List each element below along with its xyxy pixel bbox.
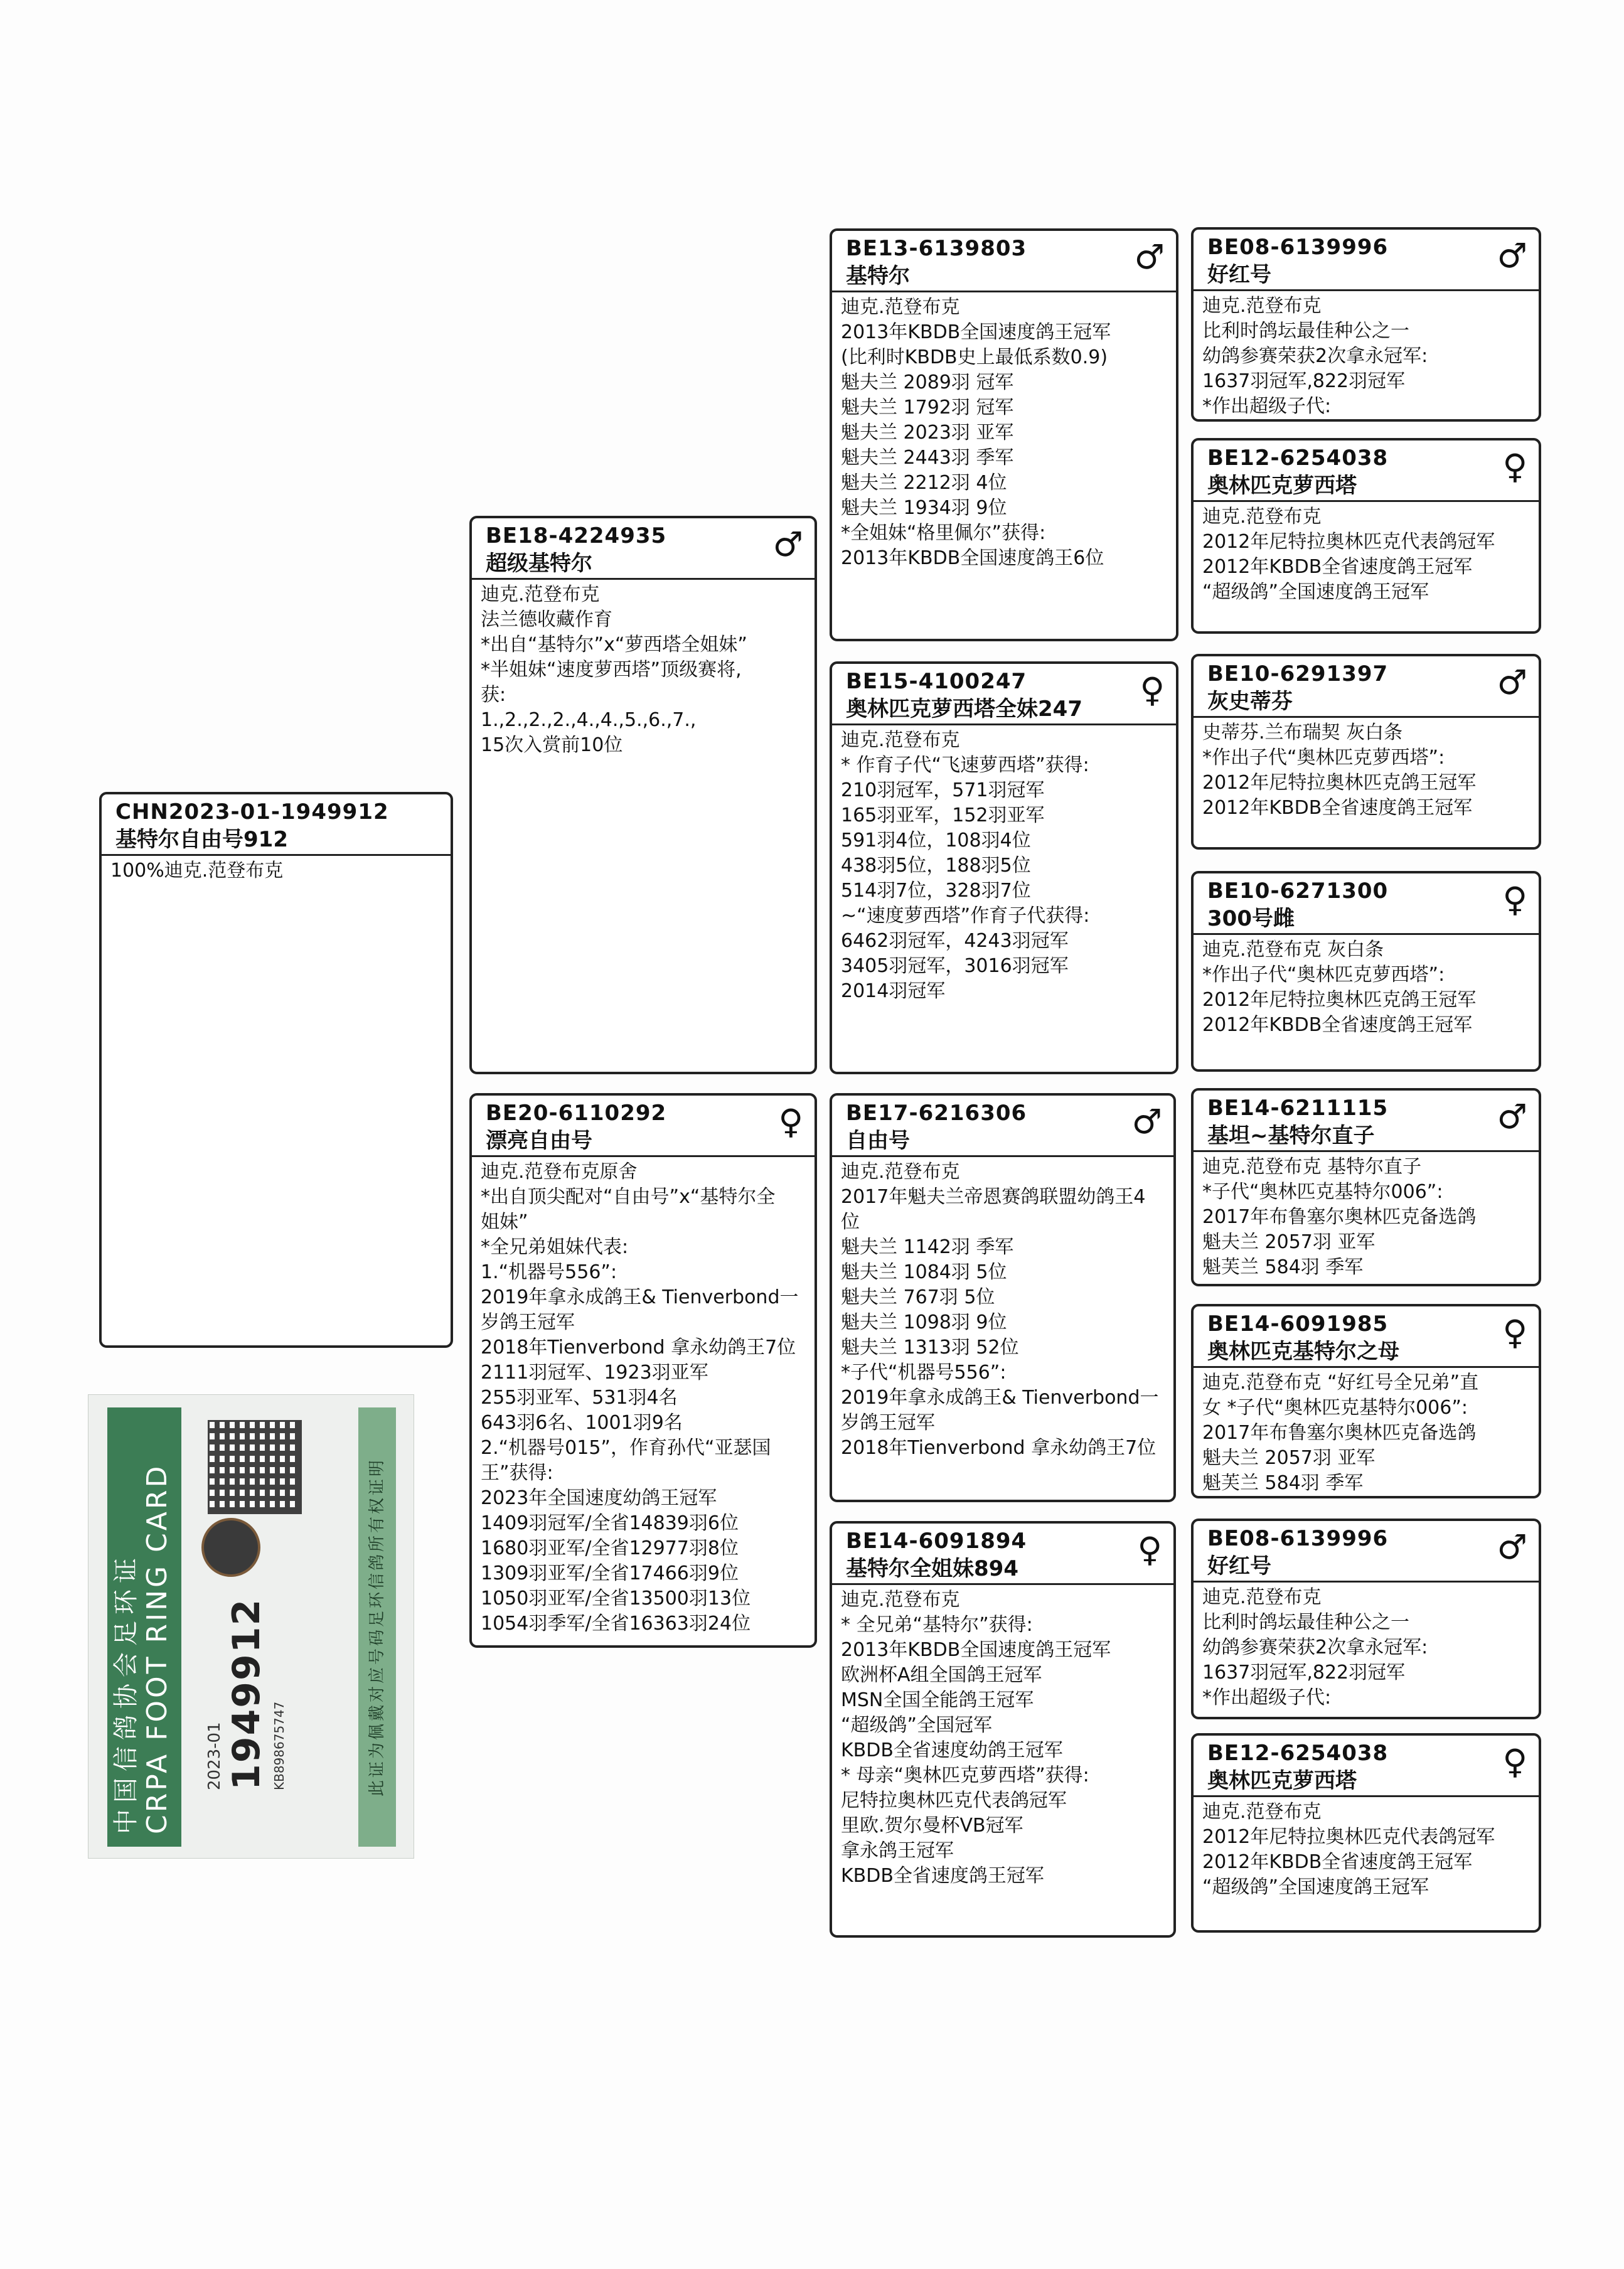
note-line: 2019年拿永成鸽王& Tienverbond一 bbox=[841, 1387, 1159, 1409]
note-line: * 全兄弟“基特尔”获得: bbox=[841, 1614, 1033, 1636]
foot-ring-card bbox=[88, 1394, 414, 1859]
note-line: 2012年KBDB全省速度鸽王冠军 bbox=[1202, 1014, 1473, 1036]
grandsire-paternal-card bbox=[830, 228, 1178, 641]
note-line: 2012年KBDB全省速度鸽王冠军 bbox=[1202, 556, 1473, 578]
note-line: 幼鸽参赛荣获2次拿永冠军: bbox=[1202, 345, 1428, 367]
pigeon-name: 超级基特尔 bbox=[486, 551, 592, 576]
female-symbol-icon: ♀ bbox=[1502, 1742, 1527, 1781]
card-header bbox=[1194, 440, 1539, 502]
note-line: 2019年拿永成鸽王& Tienverbond一 bbox=[481, 1286, 799, 1308]
note-line: MSN全国全能鸽王冠军 bbox=[841, 1689, 1034, 1711]
card-notes bbox=[832, 1585, 1173, 1889]
female-symbol-icon: ♀ bbox=[1502, 447, 1527, 486]
card-notes bbox=[1194, 502, 1539, 605]
ring-number: BE10-6291397 bbox=[1207, 661, 1389, 686]
note-line: 迪克.范登布克 “好红号全兄弟”直 bbox=[1202, 1372, 1479, 1394]
card-notes bbox=[1194, 1368, 1539, 1496]
note-line: 魁夫兰 2212羽 4位 bbox=[841, 472, 1007, 494]
card-header bbox=[1194, 1091, 1539, 1152]
great-grandparent-card bbox=[1191, 871, 1541, 1072]
card-notes bbox=[1194, 935, 1539, 1038]
note-line: 里欧.贺尔曼杯VB冠军 bbox=[841, 1815, 1023, 1837]
note-line: 迪克.范登布克 bbox=[481, 584, 600, 606]
note-line: 迪克.范登布克 bbox=[1202, 295, 1322, 317]
note-line: *子代“机器号556”: bbox=[841, 1362, 1007, 1384]
note-line: *作出超级子代: bbox=[1202, 395, 1332, 417]
ring-number: BE14-6091985 bbox=[1207, 1311, 1389, 1337]
note-line: 438羽5位，188羽5位 bbox=[841, 855, 1031, 877]
note-line: 法兰德收藏作育 bbox=[481, 609, 612, 631]
male-symbol-icon: ♂ bbox=[1497, 1527, 1527, 1567]
note-line: 迪克.范登布克 bbox=[841, 1589, 960, 1611]
note-line: 迪克.范登布克 bbox=[841, 1161, 960, 1183]
male-symbol-icon: ♂ bbox=[1131, 1102, 1162, 1141]
card-notes bbox=[1194, 291, 1539, 419]
ring-number: BE08-6139996 bbox=[1207, 235, 1389, 260]
pigeon-name: 好红号 bbox=[1207, 262, 1271, 287]
note-line: 255羽亚军、531羽4名 bbox=[481, 1387, 678, 1409]
note-line: *子代“奥林匹克基特尔006”: bbox=[1202, 1181, 1443, 1203]
pigeon-name: 好红号 bbox=[1207, 1554, 1271, 1579]
pigeon-name: 漂亮自由号 bbox=[486, 1128, 592, 1153]
note-line: 幼鸽参赛荣获2次拿永冠军: bbox=[1202, 1636, 1428, 1658]
ring-number: BE10-6271300 bbox=[1207, 878, 1389, 904]
note-line: 2014羽冠军 bbox=[841, 980, 946, 1002]
pigeon-name: 奥林匹克萝西塔全妹247 bbox=[846, 697, 1082, 722]
female-symbol-icon: ♀ bbox=[1137, 1530, 1162, 1569]
note-line: 643羽6名、1001羽9名 bbox=[481, 1412, 683, 1434]
note-line: 魁夫兰 1142羽 季军 bbox=[841, 1236, 1014, 1258]
ring-number: CHN2023-01-1949912 bbox=[115, 799, 389, 825]
great-grandparent-card bbox=[1191, 1304, 1541, 1498]
subject-header bbox=[102, 794, 451, 856]
note-line: * 作育子代“飞速萝西塔”获得: bbox=[841, 754, 1089, 776]
dam-notes bbox=[472, 1157, 815, 1636]
male-symbol-icon: ♂ bbox=[1497, 236, 1527, 275]
pigeon-name: 基坦~基特尔直子 bbox=[1207, 1123, 1375, 1148]
note-line: ~“速度萝西塔”作育子代获得: bbox=[841, 905, 1090, 927]
card-header bbox=[1194, 873, 1539, 935]
note-line: 3405羽冠军，3016羽冠军 bbox=[841, 955, 1069, 977]
note-line: 尼特拉奥林匹克代表鸽冠军 bbox=[841, 1790, 1067, 1812]
note-line: 魁芙兰 584羽 季军 bbox=[1202, 1472, 1364, 1494]
note-line: 魁夫兰 2057羽 亚军 bbox=[1202, 1447, 1376, 1469]
ring-number: BE17-6216306 bbox=[846, 1101, 1027, 1126]
card-notes bbox=[832, 1157, 1173, 1461]
note-line: 拿永鸽王冠军 bbox=[841, 1840, 954, 1862]
note-line: 6462羽冠军，4243羽冠军 bbox=[841, 930, 1069, 952]
note-line: *作出超级子代: bbox=[1202, 1687, 1332, 1709]
card-notes bbox=[1194, 1797, 1539, 1900]
pigeon-name: 基特尔 bbox=[846, 264, 910, 289]
note-line: 魁夫兰 2089羽 冠军 bbox=[841, 371, 1014, 393]
note-line: 1050羽亚军/全省13500羽13位 bbox=[481, 1588, 751, 1610]
ring-number: BE20-6110292 bbox=[486, 1101, 667, 1126]
pigeon-name: 基特尔自由号912 bbox=[115, 827, 288, 852]
female-symbol-icon: ♀ bbox=[1502, 1313, 1527, 1352]
note-line: “超级鸽”全国速度鸽王冠军 bbox=[1202, 581, 1429, 603]
note-line: 591羽4位，108羽4位 bbox=[841, 830, 1031, 852]
card-header bbox=[832, 231, 1176, 292]
grandsire-maternal-card bbox=[830, 1093, 1176, 1502]
note-line: 100%迪克.范登布克 bbox=[110, 860, 284, 882]
note-line: 迪克.范登布克 bbox=[841, 729, 960, 751]
ring-number: BE14-6091894 bbox=[846, 1529, 1027, 1554]
note-line: 魁夫兰 1313羽 52位 bbox=[841, 1337, 1019, 1359]
note-line: *半姐妹“速度萝西塔”顶级赛将, bbox=[481, 659, 742, 681]
note-line: 女 *子代“奥林匹克基特尔006”: bbox=[1202, 1397, 1468, 1419]
ring-card-number: 1949912 bbox=[225, 1598, 269, 1790]
note-line: (比利时KBDB史上最低系数0.9) bbox=[841, 346, 1108, 368]
male-symbol-icon: ♂ bbox=[1134, 237, 1165, 277]
ring-card-prefix: 2023-01 bbox=[205, 1722, 224, 1790]
note-line: 1.,2.,2.,2.,4.,4.,5.,6.,7., bbox=[481, 709, 697, 731]
note-line: 魁夫兰 2443羽 季军 bbox=[841, 447, 1014, 469]
great-grandparent-card bbox=[1191, 1733, 1541, 1933]
note-line: 欧洲杯A组全国鸽王冠军 bbox=[841, 1664, 1042, 1686]
note-line: 1.“机器号556”: bbox=[481, 1261, 617, 1283]
ring-number: BE18-4224935 bbox=[486, 523, 667, 548]
sire-card bbox=[469, 516, 817, 1074]
note-line: 15次入赏前10位 bbox=[481, 734, 623, 756]
note-line: 2013年KBDB全国速度鸽王6位 bbox=[841, 547, 1104, 569]
note-line: 姐妹” bbox=[481, 1211, 528, 1233]
card-header bbox=[1194, 1306, 1539, 1368]
card-notes bbox=[832, 292, 1176, 571]
note-line: 210羽冠军，571羽冠军 bbox=[841, 779, 1045, 801]
note-line: 2012年KBDB全省速度鸽王冠军 bbox=[1202, 1851, 1473, 1873]
pigeon-name: 奥林匹克基特尔之母 bbox=[1207, 1339, 1399, 1364]
note-line: 魁夫兰 1934羽 9位 bbox=[841, 497, 1007, 519]
note-line: 1054羽季军/全省16363羽24位 bbox=[481, 1613, 751, 1635]
note-line: 2017年魁夫兰帝恩赛鸽联盟幼鸽王4 bbox=[841, 1186, 1146, 1208]
note-line: “超级鸽”全国速度鸽王冠军 bbox=[1202, 1876, 1429, 1898]
note-line: *出自顶尖配对“自由号”x“基特尔全 bbox=[481, 1186, 776, 1208]
note-line: 514羽7位，328羽7位 bbox=[841, 880, 1031, 902]
note-line: 迪克.范登布克原舍 bbox=[481, 1161, 638, 1183]
qr-code-icon bbox=[208, 1420, 302, 1514]
card-header bbox=[832, 1524, 1173, 1585]
card-header bbox=[1194, 1736, 1539, 1797]
ring-number: BE13-6139803 bbox=[846, 236, 1027, 261]
note-line: 2012年尼特拉奥林匹克代表鸽冠军 bbox=[1202, 1826, 1495, 1848]
note-line: 岁鸽王冠军 bbox=[841, 1412, 935, 1434]
note-line: 史蒂芬.兰布瑞契 灰白条 bbox=[1202, 722, 1403, 744]
note-line: 2023年全国速度幼鸽王冠军 bbox=[481, 1487, 717, 1509]
note-line: 魁夫兰 767羽 5位 bbox=[841, 1286, 995, 1308]
note-line: 迪克.范登布克 bbox=[1202, 506, 1322, 528]
note-line: 魁夫兰 1792羽 冠军 bbox=[841, 397, 1014, 419]
note-line: *作出子代“奥林匹克萝西塔”: bbox=[1202, 747, 1445, 769]
note-line: 迪克.范登布克 灰白条 bbox=[1202, 939, 1384, 961]
pigeon-name: 自由号 bbox=[846, 1128, 910, 1153]
ring-number: BE15-4100247 bbox=[846, 669, 1027, 694]
ring-number: BE12-6254038 bbox=[1207, 446, 1389, 471]
note-line: 迪克.范登布克 基特尔直子 bbox=[1202, 1156, 1422, 1178]
note-line: KBDB全省速度幼鸽王冠军 bbox=[841, 1739, 1063, 1761]
granddam-paternal-card bbox=[830, 661, 1178, 1074]
ring-card-title-cn: 中国信鸽协会足环证 bbox=[112, 1552, 141, 1834]
male-symbol-icon: ♂ bbox=[1497, 1097, 1527, 1136]
note-line: 魁夫兰 1098羽 9位 bbox=[841, 1311, 1007, 1333]
ring-number: BE14-6211115 bbox=[1207, 1096, 1389, 1121]
note-line: *作出子代“奥林匹克萝西塔”: bbox=[1202, 964, 1445, 986]
male-symbol-icon: ♂ bbox=[1497, 663, 1527, 702]
note-line: 1409羽冠军/全省14839羽6位 bbox=[481, 1512, 739, 1534]
note-line: 比利时鸽坛最佳种公之一 bbox=[1202, 320, 1409, 342]
great-grandparent-card bbox=[1191, 654, 1541, 850]
card-header bbox=[1194, 230, 1539, 291]
sire-notes bbox=[472, 580, 815, 758]
note-line: * 母亲“奥林匹克萝西塔”获得: bbox=[841, 1764, 1089, 1786]
note-line: 1637羽冠军,822羽冠军 bbox=[1202, 370, 1406, 392]
note-line: 魁芙兰 584羽 季军 bbox=[1202, 1256, 1364, 1278]
female-symbol-icon: ♀ bbox=[778, 1102, 803, 1141]
ring-number: BE08-6139996 bbox=[1207, 1526, 1389, 1551]
note-line: 获: bbox=[481, 684, 506, 706]
note-line: 2111羽冠军、1923羽亚军 bbox=[481, 1362, 708, 1384]
note-line: 2012年尼特拉奥林匹克代表鸽冠军 bbox=[1202, 531, 1495, 553]
note-line: 2012年尼特拉奥林匹克鸽王冠军 bbox=[1202, 989, 1477, 1011]
note-line: 岁鸽王冠军 bbox=[481, 1311, 575, 1333]
note-line: 2013年KBDB全国速度鸽王冠军 bbox=[841, 321, 1111, 343]
note-line: 位 bbox=[841, 1211, 860, 1233]
note-line: 迪克.范登布克 bbox=[1202, 1801, 1322, 1823]
note-line: 魁夫兰 2023羽 亚军 bbox=[841, 422, 1014, 444]
note-line: *全姐妹“格里佩尔”获得: bbox=[841, 522, 1046, 544]
note-line: 2012年KBDB全省速度鸽王冠军 bbox=[1202, 797, 1473, 819]
subject-card bbox=[99, 792, 453, 1348]
note-line: 1680羽亚军/全省12977羽8位 bbox=[481, 1537, 739, 1559]
note-line: 2018年Tienverbond 拿永幼鸽王7位 bbox=[481, 1337, 796, 1359]
pigeon-name: 300号雌 bbox=[1207, 906, 1295, 931]
pigeon-name: 灰史蒂芬 bbox=[1207, 689, 1293, 714]
note-line: 1309羽亚军/全省17466羽9位 bbox=[481, 1562, 739, 1584]
sire-header bbox=[472, 518, 815, 580]
note-line: 2018年Tienverbond 拿永幼鸽王7位 bbox=[841, 1437, 1157, 1459]
great-grandparent-card bbox=[1191, 227, 1541, 422]
ring-card-code: KB898675747 bbox=[272, 1701, 287, 1790]
note-line: 王”获得: bbox=[481, 1462, 553, 1484]
card-notes bbox=[1194, 1583, 1539, 1711]
crpa-logo-icon bbox=[201, 1518, 260, 1577]
great-grandparent-card bbox=[1191, 438, 1541, 634]
note-line: 迪克.范登布克 bbox=[841, 296, 960, 318]
note-line: 魁夫兰 2057羽 亚军 bbox=[1202, 1231, 1376, 1253]
ring-card-title-en: CRPA FOOT RING CARD bbox=[141, 1463, 173, 1834]
card-notes bbox=[1194, 718, 1539, 821]
card-header bbox=[832, 664, 1176, 725]
note-line: 2013年KBDB全国速度鸽王冠军 bbox=[841, 1639, 1111, 1661]
card-header bbox=[1194, 656, 1539, 718]
pigeon-name: 基特尔全姐妹894 bbox=[846, 1556, 1018, 1581]
card-header bbox=[1194, 1521, 1539, 1583]
female-symbol-icon: ♀ bbox=[1140, 670, 1165, 710]
note-line: *全兄弟姐妹代表: bbox=[481, 1236, 629, 1258]
great-grandparent-card bbox=[1191, 1519, 1541, 1719]
card-notes bbox=[1194, 1152, 1539, 1280]
note-line: KBDB全省速度鸽王冠军 bbox=[841, 1865, 1044, 1887]
great-grandparent-card bbox=[1191, 1088, 1541, 1286]
pigeon-name: 奥林匹克萝西塔 bbox=[1207, 473, 1357, 498]
note-line: “超级鸽”全国冠军 bbox=[841, 1714, 993, 1736]
ring-card-title-band bbox=[107, 1407, 181, 1847]
note-line: 1637羽冠军,822羽冠军 bbox=[1202, 1662, 1406, 1684]
ring-number: BE12-6254038 bbox=[1207, 1741, 1389, 1766]
male-symbol-icon: ♂ bbox=[772, 525, 803, 564]
granddam-maternal-card bbox=[830, 1521, 1176, 1938]
note-line: 2017年布鲁塞尔奥林匹克备选鸽 bbox=[1202, 1206, 1477, 1228]
dam-header bbox=[472, 1096, 815, 1157]
female-symbol-icon: ♀ bbox=[1502, 880, 1527, 919]
foot-ring-card-content bbox=[107, 1407, 396, 1847]
note-line: 165羽亚军，152羽亚军 bbox=[841, 804, 1045, 826]
note-line: *出自“基特尔”x“萝西塔全姐妹” bbox=[481, 634, 747, 656]
pigeon-name: 奥林匹克萝西塔 bbox=[1207, 1768, 1357, 1793]
note-line: 2012年尼特拉奥林匹克鸽王冠军 bbox=[1202, 772, 1477, 794]
note-line: 比利时鸽坛最佳种公之一 bbox=[1202, 1611, 1409, 1633]
subject-notes bbox=[102, 856, 451, 884]
ring-card-footer: 此证为佩戴对应号码足环信鸽所有权证明 bbox=[358, 1407, 396, 1847]
dam-card bbox=[469, 1093, 817, 1648]
note-line: 2017年布鲁塞尔奥林匹克备选鸽 bbox=[1202, 1422, 1477, 1444]
card-notes bbox=[832, 725, 1176, 1004]
note-line: 魁夫兰 1084羽 5位 bbox=[841, 1261, 1007, 1283]
note-line: 2.“机器号015”，作育孙代“亚瑟国 bbox=[481, 1437, 771, 1459]
card-header bbox=[832, 1096, 1173, 1157]
note-line: 迪克.范登布克 bbox=[1202, 1586, 1322, 1608]
